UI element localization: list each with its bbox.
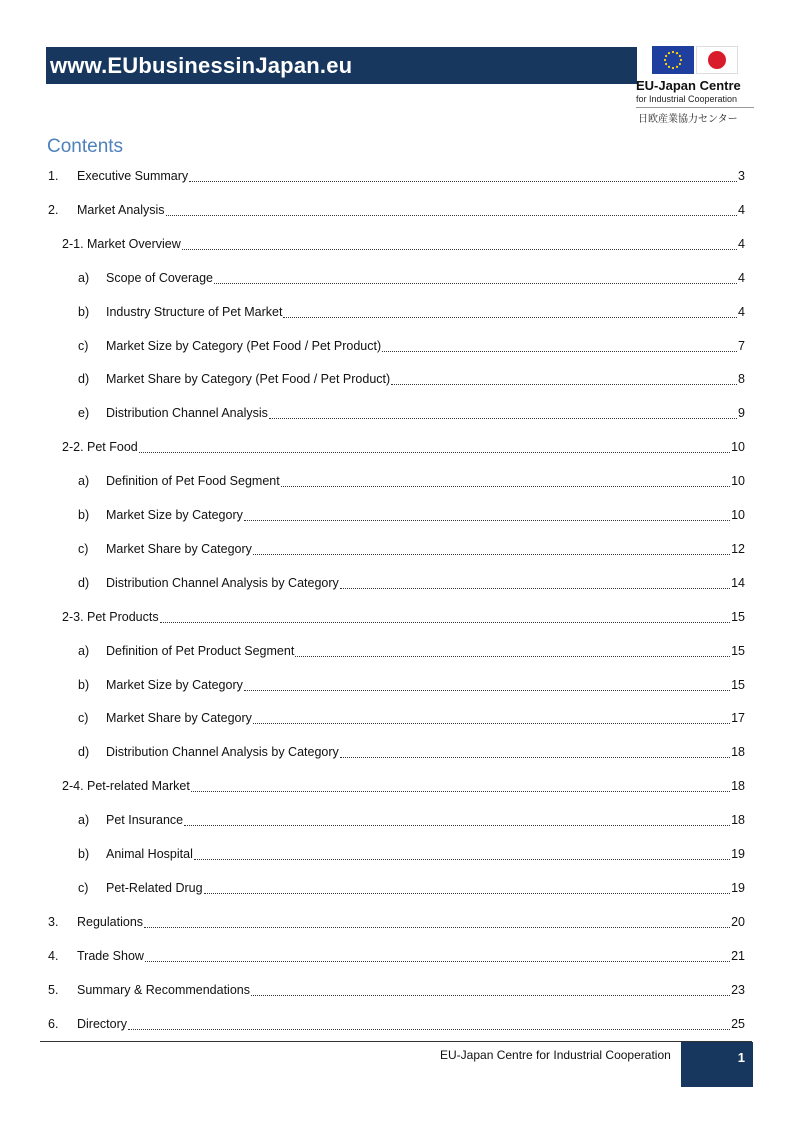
toc-entry[interactable] (78, 877, 745, 895)
toc-entry-title: Regulations (77, 915, 144, 929)
toc-dot-leader (281, 472, 730, 487)
toc-entry-page: 18 (731, 779, 745, 793)
footer-organization: EU-Japan Centre for Industrial Cooperation (440, 1048, 671, 1062)
toc-entry[interactable] (78, 267, 745, 285)
toc-dot-leader (391, 370, 737, 385)
toc-entry-title: Pet Insurance (106, 813, 184, 827)
toc-entry[interactable] (78, 640, 745, 658)
toc-dot-leader (244, 506, 730, 521)
toc-entry-number: 4. (48, 949, 59, 963)
toc-entry-title: Distribution Channel Analysis (106, 406, 268, 420)
toc-entry[interactable] (48, 199, 745, 217)
toc-dot-leader (139, 438, 730, 453)
contents-heading: Contents (47, 136, 124, 157)
logo-name: EU-Japan Centre (636, 78, 741, 93)
toc-entry-number: c) (78, 711, 89, 725)
toc-entry[interactable] (78, 538, 745, 556)
toc-entry[interactable] (62, 233, 745, 251)
toc-entry-title: Directory (77, 1017, 128, 1031)
toc-dot-leader (382, 337, 737, 352)
toc-dot-leader (194, 845, 730, 860)
toc-entry[interactable] (48, 945, 745, 963)
toc-entry-title: Market Analysis (77, 203, 165, 217)
toc-entry-number: 3. (48, 915, 59, 929)
logo-japanese-name: 日欧産業協力センター (638, 114, 738, 125)
eu-flag-icon (652, 46, 694, 74)
toc-entry-page: 15 (731, 610, 745, 624)
toc-dot-leader (253, 709, 730, 724)
toc-dot-leader (204, 879, 731, 894)
toc-entry-number: c) (78, 339, 89, 353)
toc-entry-number: b) (78, 847, 90, 861)
toc-entry-number: d) (78, 576, 90, 590)
toc-entry-page: 8 (738, 372, 745, 386)
toc-entry[interactable] (78, 335, 745, 353)
toc-dot-leader (340, 743, 730, 758)
logo-divider (636, 107, 754, 108)
toc-entry-page: 3 (738, 169, 745, 183)
toc-entry-number: a) (78, 271, 90, 285)
toc-dot-leader (283, 303, 737, 318)
toc-entry-page: 7 (738, 339, 745, 353)
toc-entry-page: 14 (731, 576, 745, 590)
toc-entry-title: Market Size by Category (Pet Food / Pet Product) (106, 339, 382, 353)
toc-entry-title: Market Share by Category (106, 711, 252, 725)
toc-entry[interactable] (62, 436, 745, 454)
website-banner: www.EUbusinessinJapan.eu (46, 47, 637, 84)
toc-entry[interactable] (78, 843, 745, 861)
toc-entry-title: Executive Summary (77, 169, 189, 183)
toc-entry-number: 6. (48, 1017, 59, 1031)
toc-entry-title: Animal Hospital (106, 847, 193, 861)
toc-dot-leader (128, 1015, 730, 1030)
toc-entry[interactable] (78, 707, 745, 725)
toc-entry[interactable] (78, 402, 745, 420)
japan-flag-icon (696, 46, 738, 74)
toc-entry-title: Distribution Channel Analysis by Category (106, 576, 339, 590)
toc-dot-leader (145, 947, 730, 962)
toc-entry-page: 18 (731, 813, 745, 827)
toc-dot-leader (160, 608, 731, 623)
toc-entry-number: a) (78, 644, 90, 658)
toc-entry[interactable] (78, 741, 745, 759)
toc-entry-page: 15 (731, 678, 745, 692)
toc-dot-leader (340, 574, 730, 589)
toc-entry-title: Definition of Pet Product Segment (106, 644, 295, 658)
toc-entry-number: c) (78, 542, 89, 556)
toc-entry-title: 2-2. Pet Food (62, 440, 138, 454)
toc-entry[interactable] (78, 674, 745, 692)
toc-dot-leader (244, 676, 730, 691)
toc-entry-number: a) (78, 813, 90, 827)
toc-entry-page: 4 (738, 203, 745, 217)
toc-entry-page: 20 (731, 915, 745, 929)
toc-entry-page: 23 (731, 983, 745, 997)
toc-entry[interactable] (48, 911, 745, 929)
toc-entry-page: 10 (731, 440, 745, 454)
toc-entry[interactable] (48, 165, 745, 183)
toc-entry-page: 10 (731, 474, 745, 488)
eu-japan-centre-logo (636, 46, 754, 128)
page-number: 1 (737, 1050, 745, 1065)
toc-entry-number: b) (78, 508, 90, 522)
toc-dot-leader (295, 642, 730, 657)
logo-subtitle: for Industrial Cooperation (636, 94, 738, 104)
toc-dot-leader (269, 404, 737, 419)
toc-entry-title: Industry Structure of Pet Market (106, 305, 283, 319)
toc-entry-page: 12 (731, 542, 745, 556)
toc-entry-title: Market Share by Category (Pet Food / Pet Product) (106, 372, 391, 386)
toc-entry-number: 2. (48, 203, 59, 217)
toc-entry-number: b) (78, 305, 90, 319)
toc-entry[interactable] (62, 606, 745, 624)
toc-entry-page: 4 (738, 237, 745, 251)
toc-entry-page: 4 (738, 271, 745, 285)
toc-dot-leader (182, 235, 737, 250)
toc-dot-leader (144, 913, 730, 928)
toc-entry[interactable] (78, 470, 745, 488)
toc-entry-page: 19 (731, 847, 745, 861)
toc-dot-leader (191, 777, 730, 792)
toc-dot-leader (189, 167, 737, 182)
toc-entry-title: 2-4. Pet-related Market (62, 779, 190, 793)
toc-entry[interactable] (48, 1013, 745, 1031)
toc-dot-leader (214, 269, 737, 284)
footer-divider (40, 1041, 752, 1042)
toc-entry-page: 9 (738, 406, 745, 420)
toc-entry-number: c) (78, 881, 89, 895)
toc-entry[interactable] (78, 504, 745, 522)
toc-entry[interactable] (78, 368, 745, 386)
toc-entry[interactable] (78, 809, 745, 827)
toc-entry-page: 10 (731, 508, 745, 522)
toc-entry-title: 2-3. Pet Products (62, 610, 159, 624)
toc-entry-title: Trade Show (77, 949, 144, 963)
toc-entry-page: 4 (738, 305, 745, 319)
toc-entry-title: Summary & Recommendations (77, 983, 250, 997)
toc-entry[interactable] (78, 572, 745, 590)
toc-entry-number: d) (78, 745, 90, 759)
toc-entry-title: Scope of Coverage (106, 271, 214, 285)
toc-entry-number: a) (78, 474, 90, 488)
toc-dot-leader (251, 981, 730, 996)
toc-entry-title: Market Size by Category (106, 508, 243, 522)
toc-entry-title: Definition of Pet Food Segment (106, 474, 280, 488)
toc-dot-leader (166, 201, 738, 216)
toc-entry-number: e) (78, 406, 90, 420)
toc-entry-page: 17 (731, 711, 745, 725)
toc-entry-number: 1. (48, 169, 59, 183)
toc-entry-number: d) (78, 372, 90, 386)
toc-entry[interactable] (78, 301, 745, 319)
toc-entry-number: b) (78, 678, 90, 692)
page-number-box (681, 1042, 753, 1087)
toc-entry-page: 25 (731, 1017, 745, 1031)
toc-entry-page: 18 (731, 745, 745, 759)
toc-entry-title: Pet-Related Drug (106, 881, 203, 895)
toc-entry-number: 5. (48, 983, 59, 997)
toc-entry-page: 21 (731, 949, 745, 963)
toc-entry-title: Market Size by Category (106, 678, 243, 692)
toc-dot-leader (184, 811, 730, 826)
toc-entry-title: Market Share by Category (106, 542, 252, 556)
toc-entry-title: Distribution Channel Analysis by Category (106, 745, 339, 759)
toc-entry-title: 2-1. Market Overview (62, 237, 181, 251)
toc-entry[interactable] (62, 775, 745, 793)
toc-entry-page: 15 (731, 644, 745, 658)
toc-entry[interactable] (48, 979, 745, 997)
toc-entry-page: 19 (731, 881, 745, 895)
toc-dot-leader (253, 540, 730, 555)
